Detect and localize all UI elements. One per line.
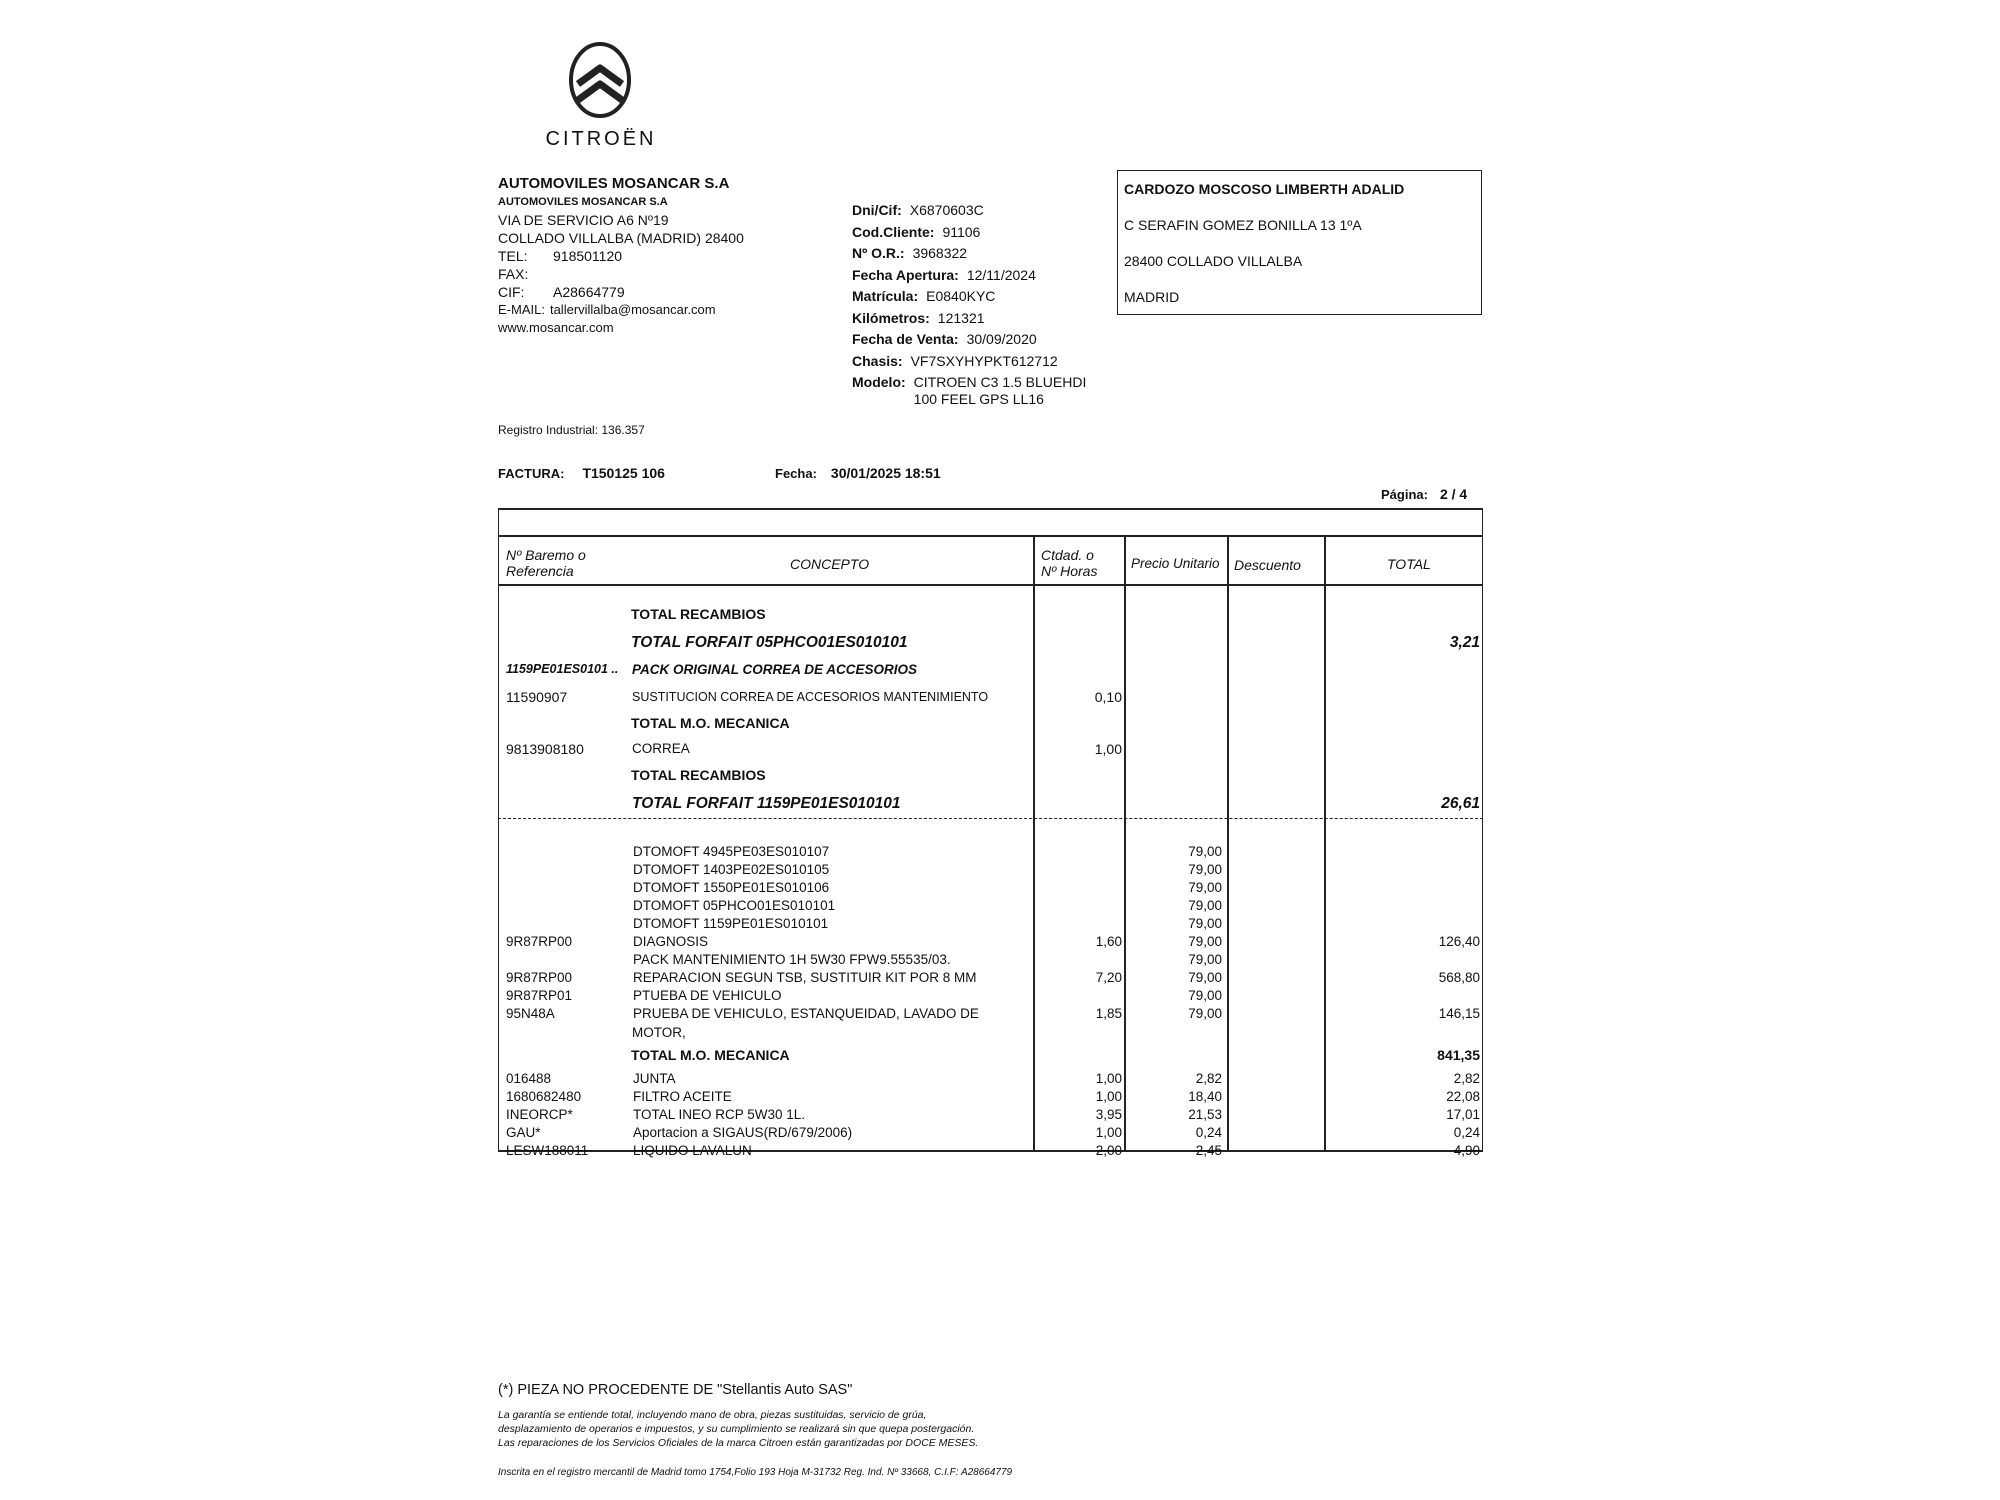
total-mo-label: TOTAL M.O. MECANICA: [631, 1047, 790, 1063]
apertura-label: Fecha Apertura:: [852, 266, 959, 283]
col-divider: [1124, 535, 1126, 1150]
part-total: 4,90: [1453, 1143, 1480, 1158]
brand-name: CITROËN: [545, 128, 657, 150]
line-ref: 9R87RP01: [506, 988, 573, 1003]
email-label: E-MAIL:: [498, 302, 545, 317]
pack-label: PACK ORIGINAL CORREA DE ACCESORIOS: [632, 662, 918, 677]
registry-text: Inscrita en el registro mercantil de Madrid tomo 1754,Folio 193 Hoja M-31732 Reg. Ind. Nº 33668, C.I.F: A28664779: [498, 1467, 1013, 1478]
part-qty: 1,00: [1095, 1089, 1122, 1104]
total-recambios-label: TOTAL RECAMBIOS: [631, 767, 766, 783]
part-price: 2,82: [1195, 1071, 1222, 1086]
table-header-rule: [498, 584, 1483, 586]
venta-label: Fecha de Venta:: [852, 331, 959, 347]
total-recambios-label: TOTAL RECAMBIOS: [631, 606, 766, 622]
col-divider: [1033, 535, 1035, 1150]
line-concept: SUSTITUCION CORREA DE ACCESORIOS MANTENIMIENTO: [632, 690, 989, 704]
client-address: C SERAFIN GOMEZ BONILLA 13 1ºA: [1124, 217, 1362, 233]
line-ref: 11590907: [506, 689, 568, 705]
registro-industrial: Registro Industrial: 136.357: [498, 423, 645, 437]
line-ref: 9R87RP00: [506, 970, 573, 985]
pagina: [1381, 486, 1467, 502]
total-forfait-label: TOTAL FORFAIT 1159PE01ES010101: [632, 795, 901, 812]
tel-label: TEL:: [498, 248, 528, 264]
line-ref: 95N48A: [506, 1006, 555, 1021]
total-mo-value: 841,35: [1437, 1047, 1480, 1063]
part-ref: LESW188011: [506, 1143, 589, 1158]
pack-ref: 1159PE01ES0101 ..: [506, 662, 619, 676]
fecha: [775, 465, 941, 481]
matricula-value: E0840KYC: [926, 288, 996, 304]
part-qty: 3,95: [1095, 1107, 1122, 1122]
cliente-label: Cod.Cliente:: [852, 223, 935, 240]
client-box: [1117, 170, 1482, 315]
modelo-label: Modelo:: [852, 374, 906, 390]
line-ref: 9R87RP00: [506, 934, 573, 949]
line-concept: PRUEBA DE VEHICULO, ESTANQUEIDAD, LAVADO DE: [633, 1006, 979, 1021]
line-concept: DTOMOFT 1159PE01ES010101: [633, 916, 829, 931]
km-label: Kilómetros:: [852, 309, 930, 326]
line-price: 79,00: [1188, 1006, 1222, 1021]
email-value: tallervillalba@mosancar.com: [549, 302, 716, 317]
modelo-value-1: CITROEN C3 1.5 BLUEHDI: [913, 374, 1087, 390]
dni-value: X6870603C: [909, 202, 984, 218]
client-name: CARDOZO MOSCOSO LIMBERTH ADALID: [1124, 181, 1405, 197]
part-price: 2,45: [1195, 1143, 1222, 1158]
footer-note: (*) PIEZA NO PROCEDENTE DE "Stellantis Auto SAS": [498, 1382, 853, 1398]
fecha-label: Fecha:: [775, 466, 817, 481]
header-concepto: CONCEPTO: [790, 556, 870, 572]
line-price: 79,00: [1188, 934, 1222, 949]
fax-label: FAX:: [498, 266, 529, 282]
part-price: 18,40: [1188, 1089, 1222, 1104]
line-concept-continuation: MOTOR,: [632, 1025, 686, 1040]
matricula-label: Matrícula:: [852, 288, 919, 304]
header-referencia: Nº Baremo o Referencia: [506, 547, 586, 579]
line-concept: PACK MANTENIMIENTO 1H 5W30 FPW9.55535/03.: [633, 952, 951, 967]
line-qty: 1,00: [1094, 741, 1122, 757]
line-concept: DIAGNOSIS: [633, 934, 709, 949]
part-ref: 1680682480: [506, 1089, 582, 1104]
part-ref: 016488: [506, 1071, 552, 1086]
line-price: 79,00: [1188, 880, 1222, 895]
line-concept: DTOMOFT 05PHCO01ES010101: [633, 898, 836, 913]
line-qty: 7,20: [1095, 970, 1122, 985]
line-qty: 1,85: [1095, 1006, 1122, 1021]
total-forfait-label: TOTAL FORFAIT 05PHCO01ES010101: [631, 634, 908, 651]
part-total: 2,82: [1453, 1071, 1480, 1086]
line-concept: DTOMOFT 1403PE02ES010105: [633, 862, 830, 877]
factura-label: FACTURA:: [498, 466, 565, 481]
part-qty: 1,00: [1095, 1125, 1122, 1140]
cif-label: CIF:: [498, 284, 525, 300]
website: www.mosancar.com: [498, 320, 614, 335]
part-qty: 1,00: [1095, 1071, 1122, 1086]
line-qty: 0,10: [1094, 689, 1122, 705]
total-forfait-value: 26,61: [1441, 795, 1480, 812]
dni-label: Dni/Cif:: [852, 202, 902, 218]
company-address2: COLLADO VILLALBA (MADRID) 28400: [498, 230, 744, 246]
line-concept: PTUEBA DE VEHICULO: [633, 988, 782, 1003]
part-total: 0,24: [1453, 1125, 1480, 1140]
pagina-value: 2 / 4: [1439, 486, 1468, 502]
vehicle-info: [852, 200, 1086, 408]
part-ref: GAU*: [506, 1125, 541, 1140]
client-province: MADRID: [1124, 289, 1180, 305]
chasis-label: Chasis:: [852, 352, 903, 369]
line-total: 568,80: [1438, 970, 1480, 985]
tel-value: 918501120: [553, 248, 623, 264]
factura-value: T150125 106: [582, 465, 665, 481]
part-concept: JUNTA: [633, 1071, 676, 1086]
line-concept: DTOMOFT 4945PE03ES010107: [633, 844, 830, 859]
company-name: AUTOMOVILES MOSANCAR S.A: [498, 175, 730, 192]
line-concept: REPARACION SEGUN TSB, SUSTITUIR KIT POR 8 MM: [633, 970, 977, 985]
cliente-value: 91106: [942, 223, 981, 240]
company-block: [498, 175, 744, 337]
part-price: 21,53: [1188, 1107, 1222, 1122]
line-price: 79,00: [1188, 898, 1222, 913]
header-descuento: Descuento: [1234, 557, 1301, 573]
factura: [498, 465, 665, 481]
line-price: 79,00: [1188, 970, 1222, 985]
chasis-value: VF7SXYHYPKT612712: [910, 352, 1058, 369]
modelo-value-2: 100 FEEL GPS LL16: [913, 391, 1044, 407]
part-ref: INEORCP*: [506, 1107, 573, 1122]
line-total: 126,40: [1438, 934, 1480, 949]
venta-value: 30/09/2020: [966, 331, 1037, 347]
apertura-value: 12/11/2024: [966, 266, 1036, 283]
line-price: 79,00: [1188, 862, 1222, 877]
part-price: 0,24: [1195, 1125, 1222, 1140]
part-concept: LIQUIDO LAVALUN: [633, 1143, 752, 1158]
company-subname: AUTOMOVILES MOSANCAR S.A: [498, 196, 668, 208]
line-ref: 9813908180: [506, 741, 584, 757]
line-concept: DTOMOFT 1550PE01ES010106: [633, 880, 830, 895]
part-concept: FILTRO ACEITE: [633, 1089, 732, 1104]
line-concept: CORREA: [632, 741, 690, 756]
cif-value: A28664779: [553, 284, 625, 300]
line-price: 79,00: [1188, 952, 1222, 967]
company-address1: VIA DE SERVICIO A6 Nº19: [498, 212, 669, 228]
line-price: 79,00: [1188, 988, 1222, 1003]
or-value: 3968322: [912, 245, 968, 261]
section-divider: [498, 818, 1483, 819]
line-total: 146,15: [1438, 1006, 1480, 1021]
part-total: 17,01: [1446, 1107, 1480, 1122]
part-total: 22,08: [1446, 1089, 1480, 1104]
warranty-text: La garantía se entiende total, incluyendo mano de obra, piezas sustituidas, servicio de grúa, desplazamiento de operarios e impuestos, y su cumplimiento se realizará sin que quepa postergación. Las reparaciones de los Servicios Oficiales de la marca Citroen están garantizadas por DOCE MESES.: [498, 1409, 979, 1449]
header-cantidad: Ctdad. o Nº Horas: [1041, 547, 1098, 579]
line-price: 79,00: [1188, 916, 1222, 931]
or-label: Nº O.R.:: [852, 245, 905, 261]
pagina-label: Página:: [1381, 487, 1428, 502]
client-city: 28400 COLLADO VILLALBA: [1124, 253, 1303, 269]
header-total: TOTAL: [1387, 556, 1431, 572]
part-concept: Aportacion a SIGAUS(RD/679/2006): [633, 1125, 853, 1140]
total-mo-label: TOTAL M.O. MECANICA: [631, 715, 790, 731]
header-precio: Precio Unitario: [1131, 556, 1220, 571]
part-qty: 2,00: [1095, 1143, 1122, 1158]
km-value: 121321: [937, 309, 985, 326]
fecha-value: 30/01/2025 18:51: [830, 465, 941, 481]
total-forfait-value: 3,21: [1449, 634, 1480, 651]
col-divider: [1227, 535, 1229, 1150]
line-qty: 1,60: [1095, 934, 1122, 949]
line-price: 79,00: [1188, 844, 1222, 859]
col-divider: [1324, 535, 1326, 1150]
part-concept: TOTAL INEO RCP 5W30 1L.: [633, 1107, 806, 1122]
table-top-rule: [498, 535, 1483, 537]
